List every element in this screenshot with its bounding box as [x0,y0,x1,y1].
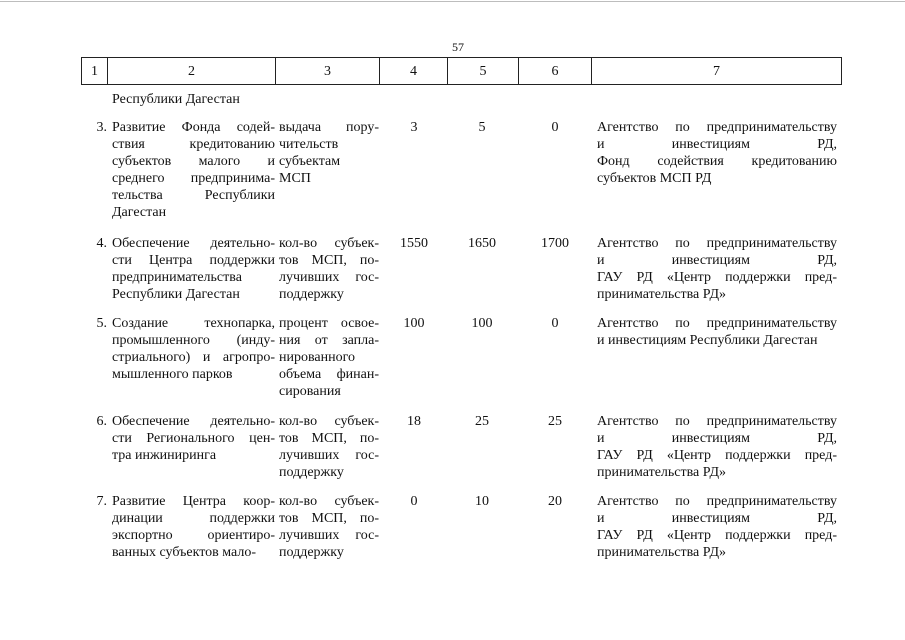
header-col-2: 2 [108,58,276,85]
value-col-4: 100 [403,316,425,331]
indicator-line: лучивших гос- [279,528,379,543]
row-number: 4. [96,236,107,251]
page-number: 57 [452,40,464,54]
indicator-line: процент освое- [279,316,379,331]
activity-name-line: промышленного (инду- [112,333,275,348]
indicator-line: нированного [279,350,356,365]
indicator-line: субъектам [279,154,341,169]
value-col-5: 10 [475,494,489,509]
responsible-organization-line: ГАУ РД «Центр поддержки пред- [597,270,837,285]
value-col-6: 20 [548,494,562,509]
header-row [82,58,842,85]
column-number-header [81,57,842,85]
indicator-line: лучивших гос- [279,270,379,285]
responsible-organization-line: и инвестициям Республики Дагестан [597,333,818,348]
indicator-line: поддержку [279,465,344,480]
header-col-6: 6 [519,58,592,85]
indicator-line: тов МСП, по- [279,511,379,526]
responsible-organization-line: принимательства РД» [597,545,727,560]
value-col-5: 100 [471,316,493,331]
value-col-4: 1550 [400,236,428,251]
indicator-line: МСП [279,171,311,186]
responsible-organization-line: и инвестициям РД, [597,253,837,268]
activity-name-line: сти Центра поддержки [112,253,275,268]
responsible-organization-line: ГАУ РД «Центр поддержки пред- [597,448,837,463]
value-col-4: 3 [410,120,418,135]
activity-name [112,235,275,303]
responsible-organization [597,235,837,303]
activity-name-line: ванных субъектов мало- [112,545,257,560]
indicator-line: кол-во субъек- [279,494,379,509]
page-top-edge [0,1,905,2]
row-number: 6. [96,414,107,429]
indicator-line: сирования [279,384,341,399]
indicator-line: поддержку [279,545,344,560]
activity-name-line: Развитие Фонда содей- [112,120,275,135]
responsible-organization [597,315,837,349]
indicator [279,315,379,400]
activity-name-line: тра инжиниринга [112,448,217,463]
activity-name-line: предпринимательства [112,270,242,285]
activity-name-line: Обеспечение деятельно- [112,236,275,251]
activity-name-line: сти Регионального цен- [112,431,275,446]
header-col-1: 1 [82,58,108,85]
value-col-6: 1700 [541,236,569,251]
activity-name-line: среднего предпринима- [112,171,275,186]
activity-name-line: Республики Дагестан [112,287,240,302]
row-number: 5. [96,316,107,331]
indicator-line: объема финан- [279,367,379,382]
activity-name [112,413,275,464]
activity-name-line: субъектов малого и [112,154,275,169]
value-col-5: 5 [478,120,486,135]
activity-name-line: динации поддержки [112,511,275,526]
value-col-6: 0 [551,120,559,135]
responsible-organization-line: субъектов МСП РД [597,171,712,186]
row-number: 3. [96,120,107,135]
value-col-5: 25 [475,414,489,429]
responsible-organization-line: принимательства РД» [597,465,727,480]
responsible-organization-line: Агентство по предпринимательству [597,414,837,429]
value-col-5: 1650 [468,236,496,251]
responsible-organization-line: Агентство по предпринимательству [597,120,837,135]
indicator [279,119,379,187]
activity-name [112,315,275,383]
activity-name [112,119,275,221]
indicator [279,235,379,303]
indicator-line: кол-во субъек- [279,236,379,251]
header-col-4: 4 [380,58,448,85]
activity-name-line: Создание технопарка, [112,316,275,331]
activity-name-line: тельства Республики [112,188,275,203]
activity-name-line: стриального) и агропро- [112,350,275,365]
responsible-organization-line: и инвестициям РД, [597,431,837,446]
indicator-line: тов МСП, по- [279,431,379,446]
activity-name-line: Обеспечение деятельно- [112,414,275,429]
indicator-line: ния от запла- [279,333,379,348]
responsible-organization [597,493,837,561]
indicator-line: тов МСП, по- [279,253,379,268]
responsible-organization-line: принимательства РД» [597,287,727,302]
responsible-organization [597,413,837,481]
indicator-line: выдача пору- [279,120,379,135]
responsible-organization-line: Фонд содействия кредитованию [597,154,837,169]
header-col-7: 7 [592,58,842,85]
responsible-organization-line: Агентство по предпринимательству [597,316,837,331]
activity-name [112,493,275,561]
indicator-line: кол-во субъек- [279,414,379,429]
header-col-5: 5 [448,58,519,85]
responsible-organization-line: Агентство по предпринимательству [597,494,837,509]
responsible-organization-line: Агентство по предпринимательству [597,236,837,251]
responsible-organization [597,119,837,187]
activity-name-line: ствия кредитованию [112,137,275,152]
activity-name-line: экспортно ориентиро- [112,528,275,543]
value-col-4: 0 [410,494,418,509]
value-col-6: 0 [551,316,559,331]
indicator-line: поддержку [279,287,344,302]
continuation-text: Республики Дагестан [112,92,240,107]
activity-name-line: Дагестан [112,205,167,220]
responsible-organization-line: и инвестициям РД, [597,511,837,526]
activity-name-line: Развитие Центра коор- [112,494,275,509]
responsible-organization-line: ГАУ РД «Центр поддержки пред- [597,528,837,543]
value-col-6: 25 [548,414,562,429]
indicator-line: чительств [279,137,339,152]
activity-name-line: мышленного парков [112,367,233,382]
responsible-organization-line: и инвестициям РД, [597,137,837,152]
indicator [279,413,379,481]
indicator-line: лучивших гос- [279,448,379,463]
row-number: 7. [96,494,107,509]
value-col-4: 18 [407,414,421,429]
header-col-3: 3 [276,58,380,85]
indicator [279,493,379,561]
